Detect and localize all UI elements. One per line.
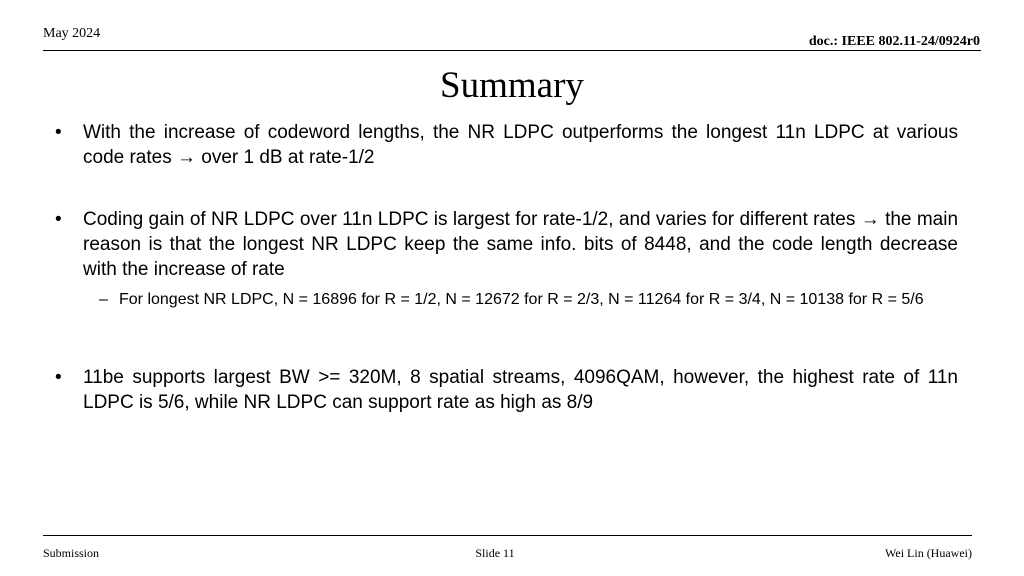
- bullet-1: [55, 120, 958, 170]
- bullet-marker: •: [55, 367, 62, 388]
- bullet-2: [55, 207, 959, 282]
- bullet-3: [55, 365, 958, 415]
- bullet-text: 11be supports largest BW >= 320M, 8 spatial streams, 4096QAM, however, the highest rate of 11n LDPC is 5/6, while NR LDPC can support rate as high as 8/9: [83, 367, 958, 413]
- sub-bullet-text: For longest NR LDPC, N = 16896 for R = 1/2, N = 12672 for R = 2/3, N = 11264 for R = 3/4, N = 10138 for R = 5/6: [119, 291, 924, 308]
- bullet-text: With the increase of codeword lengths, the NR LDPC outperforms the longest 11n LDPC at various code rates: [83, 122, 958, 168]
- footer-author: Wei Lin (Huawei): [885, 546, 972, 560]
- header-doc-id: doc.: IEEE 802.11-24/0924r0: [808, 34, 980, 49]
- arrow-right-icon: →: [177, 147, 196, 168]
- header-divider: [43, 50, 981, 51]
- header-date: May 2024: [43, 26, 101, 41]
- bullet-text: over 1 dB at rate-1/2: [196, 147, 375, 168]
- slide-title: Summary: [440, 65, 584, 106]
- arrow-right-icon: →: [860, 209, 880, 230]
- bullet-text: the main reason is that the longest NR LDPC keep the same info. bits of 8448, and the code length decrease with the increase of rate: [83, 209, 959, 280]
- footer-left: Submission: [43, 546, 100, 560]
- footer-divider: [43, 535, 972, 536]
- bullet-marker: •: [55, 122, 62, 143]
- sub-bullet-marker: –: [99, 291, 108, 308]
- bullet-marker: •: [55, 209, 62, 230]
- footer-slide-number: Slide 11: [475, 546, 515, 560]
- sub-bullet: [99, 287, 949, 312]
- bullet-text: Coding gain of NR LDPC over 11n LDPC is largest for rate-1/2, and varies for different rates: [83, 209, 861, 230]
